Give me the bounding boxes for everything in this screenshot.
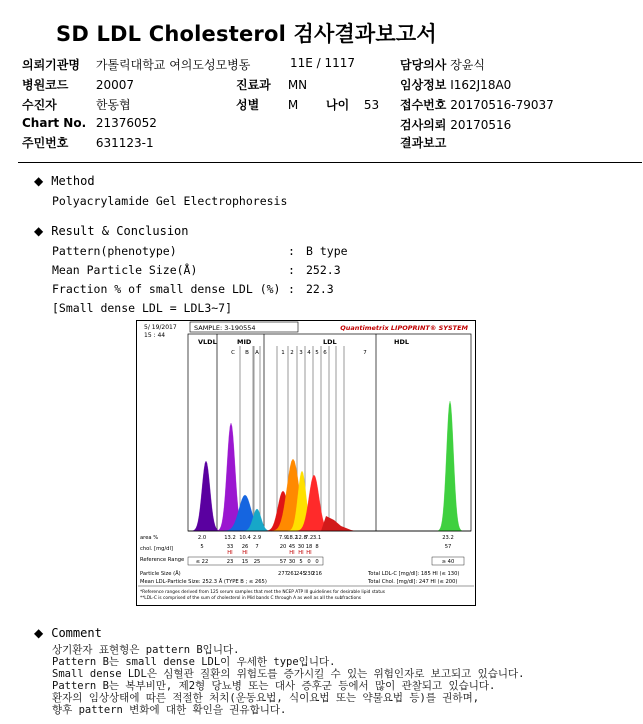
sex-row bbox=[236, 96, 298, 113]
ref-value-6: 5 bbox=[299, 559, 303, 565]
total-chol: Total Chol. [mg/dl]: 247 HI (≤ 200) bbox=[368, 579, 458, 585]
area-value-5: 18.2 bbox=[286, 535, 298, 541]
chart-date: 5/ 19/2017 bbox=[144, 324, 177, 331]
chart-time: 15 : 44 bbox=[144, 332, 166, 339]
ps-value-1: 261 bbox=[287, 571, 297, 577]
result-fraction-colon: : bbox=[288, 282, 295, 296]
ref-value-0: ≤ 22 bbox=[195, 559, 209, 565]
clinical-info-row bbox=[400, 76, 511, 93]
band-label-6: 6 bbox=[323, 350, 327, 356]
band-label-4: 4 bbox=[307, 350, 311, 356]
area-value-4: 7.9 bbox=[278, 535, 288, 541]
ref-value-5: 30 bbox=[288, 559, 296, 565]
band-label-1: 1 bbox=[281, 350, 285, 356]
area-value-0: 2.0 bbox=[197, 535, 207, 541]
department-label: 진료과 bbox=[236, 78, 271, 92]
method-heading: Method bbox=[51, 174, 95, 188]
request-row bbox=[400, 116, 511, 133]
comment-line-2: Pattern B는 small dense LDL이 우세한 type입니다. bbox=[52, 656, 336, 668]
chol-flag-0: HI bbox=[227, 550, 233, 556]
area-value-8: 3.1 bbox=[312, 535, 322, 541]
receipt-label: 접수번호 bbox=[400, 98, 447, 112]
result-size-label: Mean Particle Size(Å) bbox=[52, 263, 198, 277]
chol-value-6: 30 bbox=[297, 544, 305, 550]
band-label-C: C bbox=[231, 350, 235, 356]
band-label-7: 7 bbox=[363, 350, 367, 356]
institution-label: 의뢰기관명 bbox=[22, 58, 80, 72]
total-ldl: Total LDL-C [mg/dl]: 185 HI (≤ 130) bbox=[368, 571, 460, 577]
ps-value-3: 230 bbox=[304, 571, 314, 577]
result-pattern-label: Pattern(phenotype) bbox=[52, 244, 177, 258]
chol-value-4: 20 bbox=[279, 544, 287, 550]
area-value-2: 10.4 bbox=[239, 535, 251, 541]
chol-value-0: 5 bbox=[200, 544, 204, 550]
clinical-info-label: 임상정보 bbox=[400, 78, 447, 92]
resident-id-label: 주민번호 bbox=[22, 136, 69, 150]
method-value: Polyacrylamide Gel Electrophoresis bbox=[52, 194, 288, 208]
ref-value-2: 15 bbox=[241, 559, 249, 565]
chart-brand: Quantimetrix LIPOPRINT® SYSTEM bbox=[340, 324, 468, 332]
ref-value-3: 25 bbox=[253, 559, 261, 565]
area-value-9: 23.2 bbox=[442, 535, 454, 541]
comment-line-3: Small dense LDL은 심혈관 질환의 위험도를 증가시킬 수 있는 위험인자로 보고되고 있습니다. bbox=[52, 668, 525, 680]
band-label-A: A bbox=[255, 350, 259, 356]
report-row bbox=[400, 134, 446, 151]
band-label-5: 5 bbox=[315, 350, 319, 356]
area-value-3: 2.9 bbox=[252, 535, 262, 541]
footnote-2: **LDL-C is comprised of the sum of cholesterol in Mid bands C through A as well as all the subfractions bbox=[140, 596, 362, 601]
hospital-code-row bbox=[22, 76, 134, 93]
receipt-row bbox=[400, 96, 554, 113]
hospital-code-value: 20007 bbox=[95, 78, 135, 92]
area-value-6: 12.8 bbox=[295, 535, 307, 541]
footnote-1: *Reference ranges derived from 125 serum samples that met the NCEP ATP III guidelines for desirable lipid status bbox=[140, 590, 385, 595]
chart-no-label: Chart No. bbox=[22, 116, 87, 130]
doctor-row bbox=[400, 56, 485, 73]
report-label: 결과보고 bbox=[400, 136, 447, 150]
region-vldl: VLDL bbox=[198, 338, 217, 346]
ref-value-4: 57 bbox=[279, 559, 287, 565]
resident-id-row bbox=[22, 134, 154, 151]
ps-value-4: 216 bbox=[312, 571, 322, 577]
method-heading-row bbox=[34, 174, 95, 188]
department-row bbox=[236, 76, 307, 93]
comment-heading: Comment bbox=[51, 626, 102, 640]
institution-row bbox=[22, 56, 250, 73]
region-mid: MID bbox=[237, 338, 252, 346]
lipoprint-chart bbox=[136, 320, 476, 606]
ps-value-2: 245 bbox=[296, 571, 306, 577]
institution-code: 11E / 1117 bbox=[290, 56, 356, 70]
area-value-1: 13.2 bbox=[224, 535, 236, 541]
ref-value-1: 23 bbox=[226, 559, 234, 565]
result-pattern-colon: : bbox=[288, 244, 295, 258]
patient-value: 한동협 bbox=[95, 98, 131, 112]
chol-flag-3: HI bbox=[298, 550, 304, 556]
chol-value-1: 33 bbox=[226, 544, 234, 550]
ref-row-label: Reference Range bbox=[140, 557, 185, 563]
ref-value-7: 0 bbox=[307, 559, 311, 565]
result-heading: Result & Conclusion bbox=[51, 224, 189, 238]
doctor-value: 장윤식 bbox=[450, 58, 485, 72]
patient-label: 수진자 bbox=[22, 98, 57, 112]
chol-value-3: 7 bbox=[255, 544, 259, 550]
chart-frame bbox=[137, 321, 476, 606]
comment-line-1: 상기환자 표현형은 pattern B입니다. bbox=[52, 644, 240, 656]
band-label-3: 3 bbox=[299, 350, 303, 356]
department-value: MN bbox=[287, 78, 308, 92]
diamond-bullet-icon: ◆ bbox=[34, 224, 44, 238]
chart-sample: SAMPLE: 3-190554 bbox=[194, 324, 256, 332]
doctor-label: 담당의사 bbox=[400, 58, 447, 72]
sex-value: M bbox=[287, 98, 299, 112]
comment-line-6: 향후 pattern 변화에 대한 확인을 권유합니다. bbox=[52, 704, 287, 716]
chol-flag-2: HI bbox=[289, 550, 295, 556]
region-ldl: LDL bbox=[323, 338, 337, 346]
receipt-value: 20170516-79037 bbox=[450, 98, 554, 112]
patient-row bbox=[22, 96, 131, 113]
chol-value-5: 45 bbox=[288, 544, 296, 550]
mean-ps: Mean LDL-Particle Size: 252.3 Å (TYPE B ; ≤ 265) bbox=[140, 579, 267, 585]
age-value: 53 bbox=[363, 98, 380, 112]
report-title: SD LDL Cholesterol 검사결과보고서 bbox=[56, 22, 437, 46]
result-fraction-value: 22.3 bbox=[306, 282, 334, 296]
sex-label: 성별 bbox=[236, 98, 260, 112]
chol-value-7: 18 bbox=[305, 544, 313, 550]
chol-flag-1: HI bbox=[242, 550, 248, 556]
ps-value-0: 277 bbox=[278, 571, 288, 577]
chart-no-value: 21376052 bbox=[95, 116, 157, 130]
request-label: 검사의뢰 bbox=[400, 118, 447, 132]
request-value: 20170516 bbox=[450, 118, 512, 132]
age-row bbox=[326, 96, 379, 113]
chol-row-label: chol. [mg/dl] bbox=[140, 546, 173, 552]
comment-heading-row bbox=[34, 626, 102, 640]
area-row-label: area % bbox=[140, 535, 159, 541]
comment-line-5: 환자의 임상상태에 따른 적절한 처치(운동요법, 식이요법 또는 약물요법 등)를 권하며, bbox=[52, 692, 480, 704]
ps-row-label: Particle Size (Å) bbox=[140, 571, 181, 577]
band-label-2: 2 bbox=[290, 350, 294, 356]
region-hdl: HDL bbox=[394, 338, 409, 346]
ref-hdl: ≥ 40 bbox=[441, 559, 455, 565]
chol-value-8: 8 bbox=[315, 544, 319, 550]
comment-line-4: Pattern B는 복부비만, 제2형 당뇨병 또는 대사 증후군 등에서 많이 관찰되고 있습니다. bbox=[52, 680, 496, 692]
result-size-colon: : bbox=[288, 263, 295, 277]
result-fraction-label: Fraction % of small dense LDL (%) bbox=[52, 282, 281, 296]
result-note: [Small dense LDL = LDL3~7] bbox=[52, 301, 233, 315]
chol-value-2: 26 bbox=[241, 544, 249, 550]
area-value-7: 7.2 bbox=[304, 535, 314, 541]
band-label-B: B bbox=[245, 350, 249, 356]
result-heading-row bbox=[34, 224, 189, 238]
chart-no-row bbox=[22, 116, 157, 130]
hospital-code-label: 병원코드 bbox=[22, 78, 69, 92]
chol-value-9: 57 bbox=[444, 544, 452, 550]
diamond-bullet-icon: ◆ bbox=[34, 174, 44, 188]
resident-id-value: 631123-1 bbox=[95, 136, 154, 150]
result-pattern-value: B type bbox=[306, 244, 348, 258]
header-divider bbox=[18, 162, 642, 163]
ref-value-8: 0 bbox=[315, 559, 319, 565]
clinical-info-value: I162J18A0 bbox=[450, 78, 512, 92]
institution-value: 가톨릭대학교 여의도성모병동 bbox=[95, 58, 251, 72]
age-label: 나이 bbox=[326, 98, 350, 112]
chol-flag-4: HI bbox=[306, 550, 312, 556]
diamond-bullet-icon: ◆ bbox=[34, 626, 44, 640]
result-size-value: 252.3 bbox=[306, 263, 341, 277]
